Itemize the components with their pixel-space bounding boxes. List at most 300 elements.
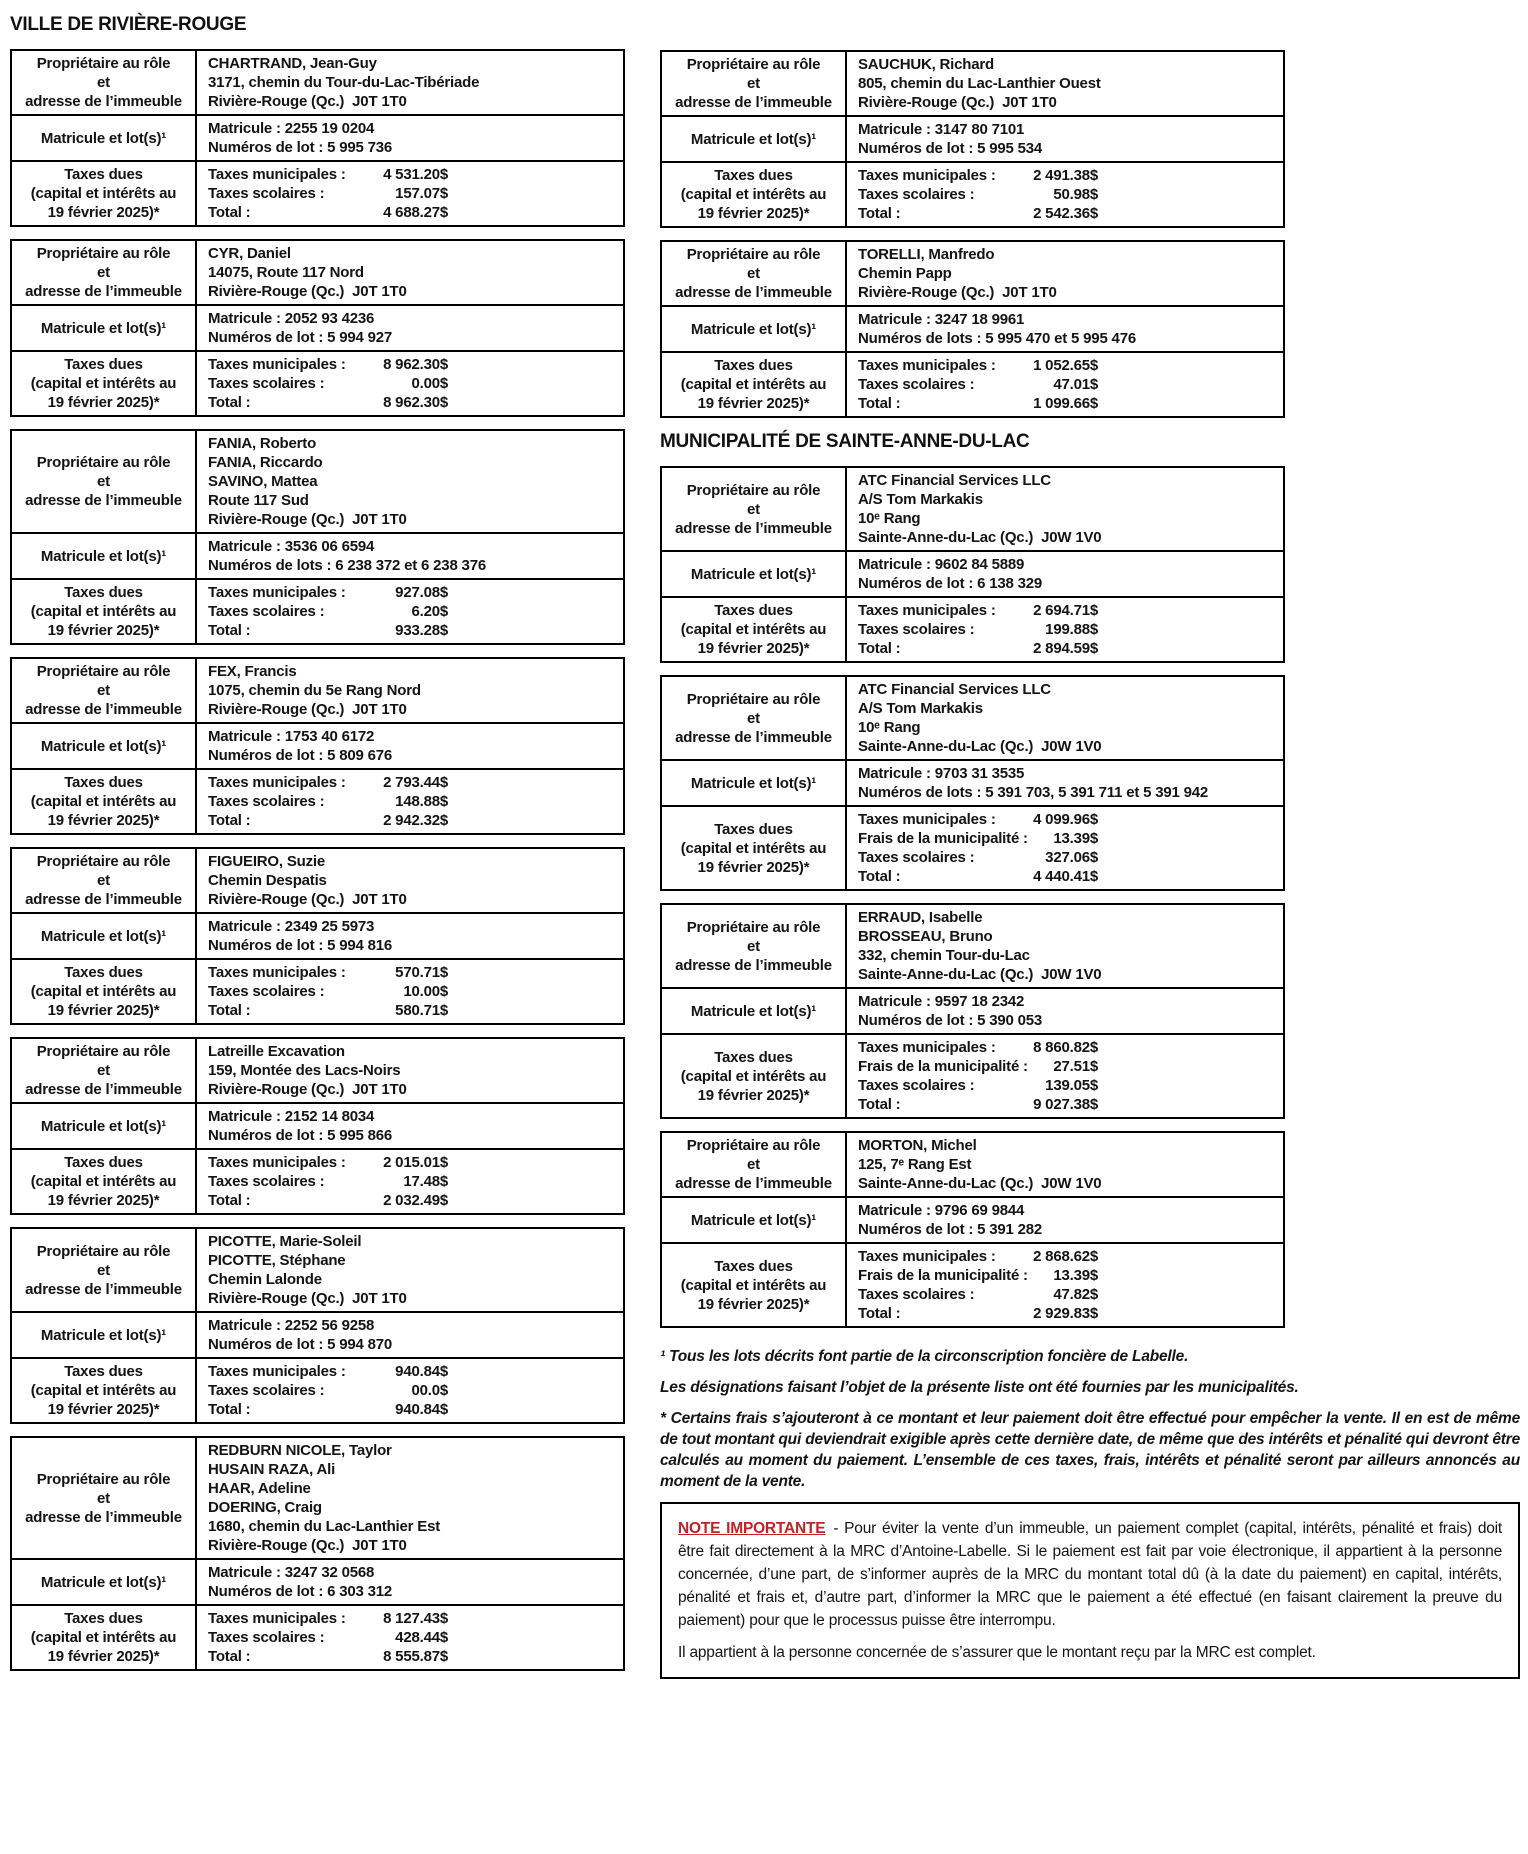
tax-label: Taxes municipales :: [858, 167, 996, 184]
section-title-sainte-anne-du-lac: MUNICIPALITÉ DE SAINTE-ANNE-DU-LAC: [660, 431, 1030, 452]
tax-label: Taxes municipales :: [208, 1610, 346, 1627]
row-label-line: (capital et intérêts au: [30, 1173, 177, 1190]
footnotes: [660, 1346, 1520, 1492]
tax-amount: 2 015.01$: [383, 1154, 448, 1171]
row-label-matricule: Matricule et lot(s)¹: [661, 988, 846, 1034]
tax-label: Taxes scolaires :: [858, 1077, 975, 1094]
row-label-line: et: [97, 264, 110, 281]
owner-line: FIGUEIRO, Suzie: [208, 853, 326, 870]
row-label-line: Taxes dues: [714, 1257, 793, 1275]
taxes-row: [11, 769, 624, 834]
tax-line: [208, 1628, 448, 1647]
row-label-taxes: [661, 162, 846, 227]
taxes-row: [661, 597, 1284, 662]
owner-row: [11, 430, 624, 533]
owner-line: ERRAUD, Isabelle: [858, 909, 983, 926]
matricule-line: Numéros de lot : 5 809 676: [208, 747, 393, 764]
row-label-owner: [661, 676, 846, 760]
tax-amount: 1 052.65$: [1033, 357, 1098, 374]
owner-line: CYR, Daniel: [208, 245, 291, 262]
tax-line: [858, 867, 1098, 886]
row-label-line: Taxes dues: [64, 356, 143, 373]
row-label-matricule: Matricule et lot(s)¹: [661, 1197, 846, 1243]
taxes-row: [11, 579, 624, 644]
tax-amount: 940.84$: [395, 1363, 448, 1380]
tax-line: [208, 982, 448, 1001]
taxes-row: [661, 1243, 1284, 1327]
row-label-line: adresse de l’immeuble: [25, 283, 182, 300]
row-label-line: adresse de l’immeuble: [25, 1280, 182, 1298]
owner-line: BROSSEAU, Bruno: [858, 928, 993, 945]
owner-line: Sainte-Anne-du-Lac (Qc.) J0W 1V0: [858, 966, 1102, 983]
owner-row: [11, 658, 624, 723]
row-label-line: et: [97, 1062, 110, 1079]
owner-line: Sainte-Anne-du-Lac (Qc.) J0W 1V0: [858, 529, 1102, 546]
row-label-taxes: [11, 351, 196, 416]
row-label-line: Propriétaire au rôle: [686, 246, 821, 263]
row-label-matricule: Matricule et lot(s)¹: [661, 551, 846, 597]
tax-amount: 50.98$: [1053, 186, 1098, 203]
row-label-taxes: [11, 579, 196, 644]
tax-amount: 570.71$: [395, 964, 448, 981]
tax-amount: 428.44$: [395, 1629, 448, 1646]
owner-line: Rivière-Rouge (Qc.) J0T 1T0: [208, 1290, 407, 1307]
row-label-line: adresse de l’immeuble: [675, 284, 832, 301]
matricule-line: Numéros de lot : 6 138 329: [858, 575, 1043, 592]
matricule-cell: [846, 116, 1284, 162]
matricule-line: Matricule : 3536 06 6594: [208, 538, 375, 555]
tax-line: [858, 1057, 1098, 1076]
tax-line: [208, 1153, 448, 1172]
taxes-row: [11, 351, 624, 416]
owner-line: A/S Tom Markakis: [858, 700, 983, 717]
tax-label: Total :: [858, 1305, 901, 1322]
tax-line: [208, 1191, 448, 1210]
tax-amount: 4 440.41$: [1033, 868, 1098, 885]
owner-line: Rivière-Rouge (Qc.) J0T 1T0: [208, 701, 407, 718]
row-label-line: 19 février 2025)*: [47, 1648, 160, 1665]
row-label-line: adresse de l’immeuble: [25, 1081, 182, 1098]
matricule-row: [661, 306, 1284, 352]
owner-row: [661, 1132, 1284, 1197]
matricule-row: [661, 1197, 1284, 1243]
matricule-line: Numéros de lots : 6 238 372 et 6 238 376: [208, 557, 486, 574]
matricule-row: [661, 551, 1284, 597]
owner-line: Rivière-Rouge (Qc.) J0T 1T0: [208, 283, 407, 300]
row-label-taxes: [11, 769, 196, 834]
row-label-taxes: [11, 1149, 196, 1214]
matricule-line: Numéros de lot : 5 995 866: [208, 1127, 393, 1144]
matricule-line: Matricule : 9796 69 9844: [858, 1202, 1025, 1219]
row-label-line: adresse de l’immeuble: [675, 956, 832, 974]
matricule-cell: [846, 306, 1284, 352]
matricule-line: Numéros de lot : 6 303 312: [208, 1583, 393, 1600]
owner-address-cell: [196, 240, 624, 305]
taxes-cell: [196, 161, 624, 226]
property-table: [10, 49, 625, 227]
owner-line: SAUCHUK, Richard: [858, 56, 994, 73]
owner-line: CHARTRAND, Jean-Guy: [208, 55, 377, 72]
tables-riviere-rouge-continued: [660, 50, 1520, 418]
tax-amount: 47.01$: [1053, 376, 1098, 393]
tax-line: [208, 374, 448, 393]
owner-address-cell: [846, 676, 1284, 760]
owner-row: [661, 467, 1284, 551]
tax-line: [858, 639, 1098, 658]
tax-label: Taxes municipales :: [858, 602, 996, 619]
owner-row: [11, 1437, 624, 1559]
tax-amount: 2 894.59$: [1033, 640, 1098, 657]
tax-line: [208, 1381, 448, 1400]
matricule-row: [11, 115, 624, 161]
owner-line: FANIA, Riccardo: [208, 454, 323, 471]
row-label-line: 19 février 2025)*: [697, 858, 810, 876]
owner-row: [11, 1228, 624, 1312]
tax-label: Taxes scolaires :: [208, 1382, 325, 1399]
row-label-line: 19 février 2025)*: [697, 1086, 810, 1104]
tax-line: [858, 1304, 1098, 1323]
tax-label: Total :: [208, 1648, 251, 1665]
matricule-line: Matricule : 2255 19 0204: [208, 120, 375, 137]
matricule-row: [661, 988, 1284, 1034]
matricule-line: Matricule : 3247 18 9961: [858, 311, 1025, 328]
tax-amount: 2 491.38$: [1033, 167, 1098, 184]
owner-line: HAAR, Adeline: [208, 1480, 311, 1497]
owner-address-cell: [196, 848, 624, 913]
tax-line: [858, 829, 1098, 848]
owner-line: 1075, chemin du 5e Rang Nord: [208, 682, 421, 699]
row-label-line: Propriétaire au rôle: [36, 1470, 171, 1488]
tax-amount: 8 555.87$: [383, 1648, 448, 1665]
row-label-owner: [661, 51, 846, 116]
row-label-line: et: [97, 1261, 110, 1279]
tax-label: Taxes scolaires :: [858, 849, 975, 866]
matricule-line: Numéros de lot : 5 994 870: [208, 1336, 393, 1353]
owner-line: 14075, Route 117 Nord: [208, 264, 364, 281]
tax-amount: 139.05$: [1045, 1077, 1098, 1094]
row-label-line: Taxes dues: [714, 602, 793, 619]
owner-line: Sainte-Anne-du-Lac (Qc.) J0W 1V0: [858, 738, 1102, 755]
matricule-cell: [196, 913, 624, 959]
owner-address-cell: [196, 50, 624, 115]
row-label-line: Propriétaire au rôle: [36, 1043, 171, 1060]
taxes-cell: [846, 806, 1284, 890]
row-label-matricule: Matricule et lot(s)¹: [11, 1312, 196, 1358]
owner-line: Rivière-Rouge (Qc.) J0T 1T0: [208, 1537, 407, 1554]
note-body: - Pour éviter la vente d’un immeuble, un paiement complet (capital, intérêts, pénalité et frais) doit être fait directement à la MRC d’Antoine-Labelle. Si le paiement est fait par voie électronique, il appartient à la personne concernée, d’une part, de s’informer auprès de la MRC du montant total dû (à la date du paiement) en capital, intérêts, pénalité et frais et, d’autre part, d’informer la MRC que le paiement a été effectué (en faisant clairement la preuve du paiement) pour que le processus puisse être interrompu.: [678, 1520, 1503, 1629]
tax-label: Taxes scolaires :: [208, 1629, 325, 1646]
row-label-line: Taxes dues: [714, 167, 793, 184]
tax-line: [858, 394, 1098, 413]
owner-line: HUSAIN RAZA, Ali: [208, 1461, 336, 1478]
row-label-line: Taxes dues: [64, 1154, 143, 1171]
taxes-row: [661, 1034, 1284, 1118]
tax-label: Taxes scolaires :: [208, 185, 325, 202]
row-label-line: et: [747, 937, 760, 955]
row-label-line: (capital et intérêts au: [30, 1382, 177, 1399]
tax-line: [858, 166, 1098, 185]
tax-line: [858, 185, 1098, 204]
row-label-line: adresse de l’immeuble: [675, 94, 832, 111]
matricule-cell: [196, 723, 624, 769]
row-label-owner: [11, 848, 196, 913]
matricule-cell: [196, 1103, 624, 1149]
row-label-line: Taxes dues: [64, 584, 143, 601]
tax-line: [858, 1076, 1098, 1095]
matricule-line: Matricule : 9602 84 5889: [858, 556, 1025, 573]
tax-label: Taxes scolaires :: [858, 186, 975, 203]
tax-label: Total :: [208, 204, 251, 221]
row-label-matricule: Matricule et lot(s)¹: [661, 760, 846, 806]
tax-line: [858, 810, 1098, 829]
owner-line: 159, Montée des Lacs-Noirs: [208, 1062, 401, 1079]
taxes-cell: [846, 597, 1284, 662]
row-label-taxes: [661, 1243, 846, 1327]
row-label-line: et: [97, 74, 110, 91]
taxes-cell: [196, 769, 624, 834]
tables-ville-de-riviere-rouge: [10, 49, 625, 1671]
taxes-cell: [196, 351, 624, 416]
row-label-taxes: [11, 161, 196, 226]
row-label-taxes: [661, 1034, 846, 1118]
property-table: [10, 429, 625, 645]
page: [10, 14, 1520, 1683]
row-label-owner: [11, 1038, 196, 1103]
tax-label: Total :: [208, 1192, 251, 1209]
tax-label: Taxes municipales :: [858, 1248, 996, 1265]
tax-amount: 940.84$: [395, 1401, 448, 1418]
tax-line: [208, 184, 448, 203]
row-label-line: (capital et intérêts au: [30, 375, 177, 392]
owner-line: Chemin Papp: [858, 265, 952, 282]
matricule-line: Matricule : 2052 93 4236: [208, 310, 375, 327]
owner-line: PICOTTE, Marie-Soleil: [208, 1233, 362, 1250]
row-label-line: (capital et intérêts au: [680, 376, 827, 393]
tax-amount: 8 962.30$: [383, 356, 448, 373]
tax-label: Taxes municipales :: [858, 1039, 996, 1056]
row-label-owner: [11, 658, 196, 723]
owner-line: Chemin Lalonde: [208, 1271, 322, 1288]
row-label-matricule: Matricule et lot(s)¹: [661, 306, 846, 352]
row-label-line: Taxes dues: [64, 1610, 143, 1627]
owner-line: Latreille Excavation: [208, 1043, 345, 1060]
property-table: [10, 1436, 625, 1671]
matricule-cell: [196, 305, 624, 351]
taxes-row: [11, 1149, 624, 1214]
matricule-cell: [846, 988, 1284, 1034]
column-right: [660, 14, 1520, 1683]
row-label-taxes: [661, 597, 846, 662]
column-left: [10, 14, 625, 1683]
taxes-cell: [196, 1358, 624, 1423]
tax-label: Taxes municipales :: [858, 811, 996, 828]
owner-line: ATC Financial Services LLC: [858, 681, 1051, 698]
tax-label: Total :: [858, 205, 901, 222]
row-label-line: adresse de l’immeuble: [25, 891, 182, 908]
tax-line: [208, 355, 448, 374]
owner-line: SAVINO, Mattea: [208, 473, 318, 490]
row-label-line: 19 février 2025)*: [47, 812, 160, 829]
owner-address-cell: [846, 241, 1284, 306]
matricule-row: [11, 913, 624, 959]
row-label-line: Taxes dues: [64, 166, 143, 183]
tax-line: [858, 204, 1098, 223]
row-label-matricule: Matricule et lot(s)¹: [11, 913, 196, 959]
row-label-line: 19 février 2025)*: [47, 1002, 160, 1019]
row-label-line: Propriétaire au rôle: [36, 55, 171, 72]
tax-label: Taxes municipales :: [208, 964, 346, 981]
row-label-line: 19 février 2025)*: [697, 640, 810, 657]
tax-label: Frais de la municipalité :: [858, 1058, 1028, 1075]
row-label-line: adresse de l’immeuble: [25, 701, 182, 718]
tax-label: Taxes municipales :: [208, 1363, 346, 1380]
tax-line: [858, 1266, 1098, 1285]
tax-line: [208, 1647, 448, 1666]
matricule-row: [661, 760, 1284, 806]
row-label-line: (capital et intérêts au: [30, 603, 177, 620]
row-label-line: et: [747, 75, 760, 92]
tax-line: [208, 963, 448, 982]
row-label-matricule: Matricule et lot(s)¹: [11, 115, 196, 161]
owner-line: Rivière-Rouge (Qc.) J0T 1T0: [858, 284, 1057, 301]
tax-label: Taxes scolaires :: [208, 793, 325, 810]
row-label-line: 19 février 2025)*: [47, 622, 160, 639]
taxes-cell: [846, 1034, 1284, 1118]
matricule-row: [11, 533, 624, 579]
owner-address-cell: [196, 430, 624, 533]
footnote-designations: Les désignations faisant l’objet de la présente liste ont été fournies par les municipalités.: [660, 1379, 1299, 1396]
row-label-line: (capital et intérêts au: [30, 983, 177, 1000]
taxes-cell: [196, 579, 624, 644]
taxes-row: [661, 806, 1284, 890]
matricule-line: Matricule : 3247 32 0568: [208, 1564, 375, 1581]
row-label-matricule: Matricule et lot(s)¹: [11, 533, 196, 579]
owner-address-cell: [196, 658, 624, 723]
tax-amount: 199.88$: [1045, 621, 1098, 638]
tax-line: [208, 1609, 448, 1628]
row-label-line: 19 février 2025)*: [697, 205, 810, 222]
row-label-matricule: Matricule et lot(s)¹: [11, 723, 196, 769]
matricule-line: Numéros de lots : 5 995 470 et 5 995 476: [858, 330, 1136, 347]
row-label-line: (capital et intérêts au: [30, 793, 177, 810]
tax-line: [208, 792, 448, 811]
matricule-line: Numéros de lot : 5 391 282: [858, 1221, 1043, 1238]
matricule-line: Numéros de lot : 5 995 534: [858, 140, 1043, 157]
owner-line: Rivière-Rouge (Qc.) J0T 1T0: [208, 891, 407, 908]
tax-amount: 13.39$: [1053, 1267, 1098, 1284]
row-label-line: et: [747, 1156, 760, 1173]
row-label-line: Propriétaire au rôle: [686, 1137, 821, 1154]
tax-amount: 2 868.62$: [1033, 1248, 1098, 1265]
tax-line: [208, 773, 448, 792]
row-label-line: adresse de l’immeuble: [25, 1508, 182, 1526]
property-table: [10, 1227, 625, 1424]
owner-row: [11, 240, 624, 305]
owner-line: 332, chemin Tour-du-Lac: [858, 947, 1030, 964]
tax-line: [208, 621, 448, 640]
property-table: [660, 466, 1285, 663]
owner-line: MORTON, Michel: [858, 1137, 977, 1154]
tax-label: Taxes municipales :: [208, 584, 346, 601]
row-label-line: 19 février 2025)*: [47, 204, 160, 221]
tax-label: Taxes scolaires :: [208, 1173, 325, 1190]
row-label-owner: [661, 467, 846, 551]
tax-amount: 8 127.43$: [383, 1610, 448, 1627]
owner-address-cell: [846, 904, 1284, 988]
row-label-line: et: [97, 473, 110, 490]
row-label-line: Propriétaire au rôle: [36, 245, 171, 262]
tax-line: [208, 583, 448, 602]
row-label-line: Taxes dues: [64, 964, 143, 981]
property-table: [660, 240, 1285, 418]
row-label-line: Propriétaire au rôle: [686, 918, 821, 936]
tax-amount: 2 929.83$: [1033, 1305, 1098, 1322]
tax-label: Taxes municipales :: [208, 1154, 346, 1171]
taxes-cell: [196, 959, 624, 1024]
owner-row: [661, 51, 1284, 116]
row-label-taxes: [11, 1605, 196, 1670]
tax-label: Taxes scolaires :: [208, 375, 325, 392]
row-label-line: Propriétaire au rôle: [686, 690, 821, 708]
matricule-row: [11, 1312, 624, 1358]
row-label-line: (capital et intérêts au: [680, 621, 827, 638]
row-label-taxes: [11, 1358, 196, 1423]
owner-line: Rivière-Rouge (Qc.) J0T 1T0: [208, 1081, 407, 1098]
tax-label: Taxes municipales :: [858, 357, 996, 374]
note-importante-box: [660, 1502, 1520, 1679]
tax-label: Total :: [208, 812, 251, 829]
tax-amount: 2 542.36$: [1033, 205, 1098, 222]
row-label-line: adresse de l’immeuble: [675, 519, 832, 537]
matricule-row: [11, 1559, 624, 1605]
row-label-line: 19 février 2025)*: [47, 394, 160, 411]
section-title-ville-de-riviere-rouge: VILLE DE RIVIÈRE-ROUGE: [10, 14, 247, 35]
row-label-line: Propriétaire au rôle: [36, 853, 171, 870]
note-paragraph-1: [678, 1517, 1502, 1632]
taxes-row: [661, 352, 1284, 417]
tax-amount: 580.71$: [395, 1002, 448, 1019]
tax-label: Taxes municipales :: [208, 356, 346, 373]
row-label-line: Propriétaire au rôle: [36, 454, 171, 471]
row-label-line: (capital et intérêts au: [30, 1629, 177, 1646]
row-label-line: et: [97, 682, 110, 699]
owner-line: Sainte-Anne-du-Lac (Qc.) J0W 1V0: [858, 1175, 1102, 1192]
row-label-line: Taxes dues: [714, 357, 793, 374]
owner-address-cell: [196, 1437, 624, 1559]
tax-label: Taxes scolaires :: [858, 621, 975, 638]
matricule-line: Matricule : 9703 31 3535: [858, 765, 1025, 782]
property-table: [10, 657, 625, 835]
row-label-owner: [11, 50, 196, 115]
row-label-line: et: [97, 1489, 110, 1507]
property-table: [660, 1131, 1285, 1328]
row-label-line: adresse de l’immeuble: [25, 93, 182, 110]
matricule-row: [11, 305, 624, 351]
taxes-cell: [196, 1149, 624, 1214]
tax-line: [858, 601, 1098, 620]
tax-amount: 4 531.20$: [383, 166, 448, 183]
tax-label: Total :: [858, 1096, 901, 1113]
tax-amount: 2 793.44$: [383, 774, 448, 791]
row-label-line: Taxes dues: [714, 820, 793, 838]
owner-line: Rivière-Rouge (Qc.) J0T 1T0: [858, 94, 1057, 111]
matricule-cell: [196, 533, 624, 579]
taxes-row: [11, 1605, 624, 1670]
owner-line: DOERING, Craig: [208, 1499, 322, 1516]
tax-label: Frais de la municipalité :: [858, 830, 1028, 847]
tax-line: [208, 1362, 448, 1381]
tax-amount: 8 962.30$: [383, 394, 448, 411]
